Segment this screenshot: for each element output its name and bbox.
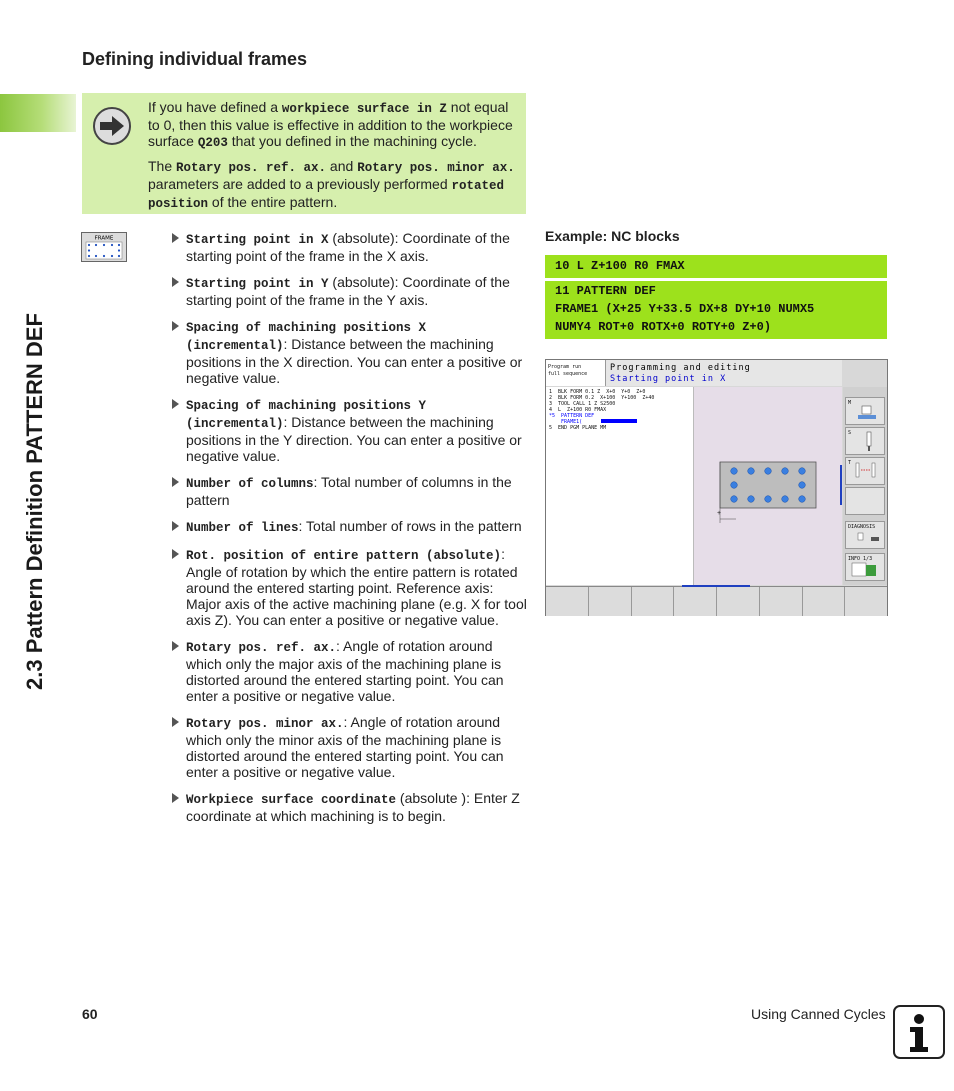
screen-title: Programming and editing xyxy=(610,363,751,373)
parameter-description: : Total number of rows in the pattern xyxy=(298,518,522,534)
softkey-t[interactable] xyxy=(845,457,885,485)
note-code: Rotary pos. minor ax. xyxy=(357,161,515,175)
bullet-triangle-icon xyxy=(172,321,179,331)
screen-bottom-softkeys xyxy=(546,586,887,616)
parameter-name: Rotary pos. minor ax. xyxy=(186,717,344,731)
parameter-description: : Distance between the machining positions in the X direction. You can enter a positive or negative value. xyxy=(186,336,523,386)
bullet-triangle-icon xyxy=(172,793,179,803)
parameter-item xyxy=(172,638,532,704)
nc-line: 10 L Z+100 R0 FMAX xyxy=(555,259,685,273)
parameter-item xyxy=(172,230,532,264)
parameter-item xyxy=(172,714,532,780)
nc-line: 11 PATTERN DEF xyxy=(555,284,656,298)
softkey-bottom-6[interactable] xyxy=(760,587,803,616)
parameter-description: (absolute): Coordinate of the starting point of the frame in the Y axis. xyxy=(186,274,510,308)
softkey-blank[interactable] xyxy=(845,487,885,515)
program-line: 3 TOOL CALL 1 Z S2500 xyxy=(549,401,616,407)
bullet-triangle-icon xyxy=(172,233,179,243)
nc-line: NUMY4 ROT+0 ROTX+0 ROTY+0 Z+0) xyxy=(555,320,772,334)
softkey-bottom-8[interactable] xyxy=(845,587,887,616)
bullet-triangle-icon xyxy=(172,521,179,531)
softkey-m[interactable] xyxy=(845,397,885,425)
program-line: 1 BLK FORM 0.1 Z X+0 Y+0 Z+0 xyxy=(549,389,646,395)
screen-side-softkeys xyxy=(843,387,887,585)
info-icon xyxy=(893,1005,945,1059)
arrow-right-icon xyxy=(92,106,132,146)
note-text xyxy=(148,99,518,219)
screen-mode-box xyxy=(546,360,606,386)
parameter-description: : Distance between the machining positions in the Y direction. You can enter a positive or negative value. xyxy=(186,414,522,464)
frame-pattern-icon xyxy=(81,232,127,262)
info-glyph xyxy=(895,1007,943,1057)
tnc-screenshot xyxy=(545,359,888,616)
bullet-triangle-icon xyxy=(172,641,179,651)
softkey-label-t: T xyxy=(848,460,852,466)
parameter-name: Number of lines xyxy=(186,521,299,535)
parameter-description: : Total number of columns in the pattern xyxy=(186,474,512,508)
bullet-triangle-icon xyxy=(172,717,179,727)
parameter-name: Number of columns xyxy=(186,477,314,491)
softkey-label-m: M xyxy=(848,400,852,406)
softkey-bar-indicator xyxy=(682,585,750,587)
note-text-part: of the entire pattern. xyxy=(208,194,338,210)
note-text-part: If you have defined a xyxy=(148,99,282,115)
program-line: *5 PATTERN DEF xyxy=(549,413,595,419)
note-code: Q203 xyxy=(197,136,228,150)
spindle-icon xyxy=(846,428,884,454)
screen-header xyxy=(606,360,842,386)
softkey-diagnosis[interactable] xyxy=(845,521,885,549)
example-title: Example: NC blocks xyxy=(545,228,680,244)
chapter-tab xyxy=(0,94,76,132)
parameter-name: Starting point in X xyxy=(186,233,329,247)
parameter-name: Workpiece surface coordinate xyxy=(186,793,397,807)
parameter-description: : Angle of rotation around which only the minor axis of the machining plane is distorted around the entered starting point. You can enter a positive or negative value. xyxy=(186,714,504,780)
softkey-label-info: INFO 1/3 xyxy=(848,556,873,562)
program-line: 2 BLK FORM 0.2 X+100 Y+100 Z+40 xyxy=(549,395,655,401)
screen-subtitle: Starting point in X xyxy=(610,374,727,384)
pattern-graphic xyxy=(694,387,842,585)
parameter-item xyxy=(172,318,532,386)
nc-line: FRAME1 (X+25 Y+33.5 DX+8 DY+10 NUMX5 xyxy=(555,302,815,316)
parameter-item xyxy=(172,274,532,308)
parameter-item xyxy=(172,790,532,824)
note-text-part: parameters are added to a previously performed xyxy=(148,176,452,192)
note-text-part: The xyxy=(148,158,177,174)
chapter-name: Using Canned Cycles xyxy=(751,1006,886,1022)
parameter-item xyxy=(172,518,532,536)
note-paragraph-2 xyxy=(148,158,518,212)
note-text-part: not equal to 0, then this value is effective in addition to the workpiece surface xyxy=(148,99,513,149)
parameter-description: : Angle of rotation by which the entire pattern is rotated around the entered starting point. Reference axis: Major axis of the active machining plane (e.g. X for tool axis Z). You can enter a positive or negative value. xyxy=(186,546,527,628)
nc-block-2 xyxy=(545,281,887,339)
screen-mode-2: full sequence xyxy=(548,371,588,377)
softkey-label-diagnosis: DIAGNOSIS xyxy=(848,524,876,530)
parameter-item xyxy=(172,546,532,628)
softkey-bottom-3[interactable] xyxy=(632,587,675,616)
softkey-s[interactable] xyxy=(845,427,885,455)
note-paragraph-1 xyxy=(148,99,518,151)
note-code: Rotary pos. ref. ax. xyxy=(176,161,327,175)
softkey-info[interactable] xyxy=(845,553,885,581)
parameter-name: Spacing of machining positions Y (incremental) xyxy=(186,399,427,431)
note-box xyxy=(82,93,526,214)
screen-graphic xyxy=(694,387,842,585)
parameter-description: (absolute ): Enter Z coordinate at which machining is to begin. xyxy=(186,790,520,824)
program-line: FRAME1( xyxy=(549,419,586,425)
softkey-bottom-4[interactable] xyxy=(674,587,717,616)
parameter-item xyxy=(172,474,532,508)
note-code: workpiece surface in Z xyxy=(281,102,447,116)
parameter-item xyxy=(172,396,532,464)
softkey-bottom-7[interactable] xyxy=(803,587,846,616)
screen-program xyxy=(546,387,694,585)
parameter-description: : Angle of rotation around which only the major axis of the machining plane is distorted around the entered starting point. You can enter a positive or negative value. xyxy=(186,638,504,704)
program-lines xyxy=(549,389,654,431)
chapter-side-title: 2.3 Pattern Definition PATTERN DEF xyxy=(22,313,47,690)
softkey-bottom-2[interactable] xyxy=(589,587,632,616)
program-line: 4 L Z+100 R0 FMAX xyxy=(549,407,607,413)
note-text-part: that you defined in the machining cycle. xyxy=(227,133,477,149)
bullet-triangle-icon xyxy=(172,477,179,487)
machine-icon xyxy=(846,398,884,424)
tool-icon xyxy=(846,458,884,484)
parameter-name: Rotary pos. ref. ax. xyxy=(186,641,337,655)
parameter-description: (absolute): Coordinate of the starting point of the frame in the X axis. xyxy=(186,230,510,264)
bullet-triangle-icon xyxy=(172,399,179,409)
bullet-triangle-icon xyxy=(172,277,179,287)
screen-mode-1: Program run xyxy=(548,364,582,370)
page-number: 60 xyxy=(82,1006,98,1022)
parameter-name: Starting point in Y xyxy=(186,277,329,291)
nc-block-1 xyxy=(545,255,887,278)
frame-icon-label: FRAME xyxy=(94,235,114,242)
note-text-part: and xyxy=(326,158,358,174)
note-code: rotated position xyxy=(148,179,505,211)
softkey-bottom-5[interactable] xyxy=(717,587,760,616)
softkey-label-s: S xyxy=(848,430,852,436)
parameter-name: Spacing of machining positions X (incremental) xyxy=(186,321,427,353)
section-heading: Defining individual frames xyxy=(82,49,308,69)
bullet-triangle-icon xyxy=(172,549,179,559)
svg-text:+: + xyxy=(717,510,722,517)
softkey-bottom-1[interactable] xyxy=(546,587,589,616)
program-cursor xyxy=(601,419,637,423)
program-line: 5 END PGM PLANE MM xyxy=(549,425,607,431)
parameter-name: Rot. position of entire pattern (absolute) xyxy=(186,549,502,563)
parameter-list xyxy=(172,230,532,834)
